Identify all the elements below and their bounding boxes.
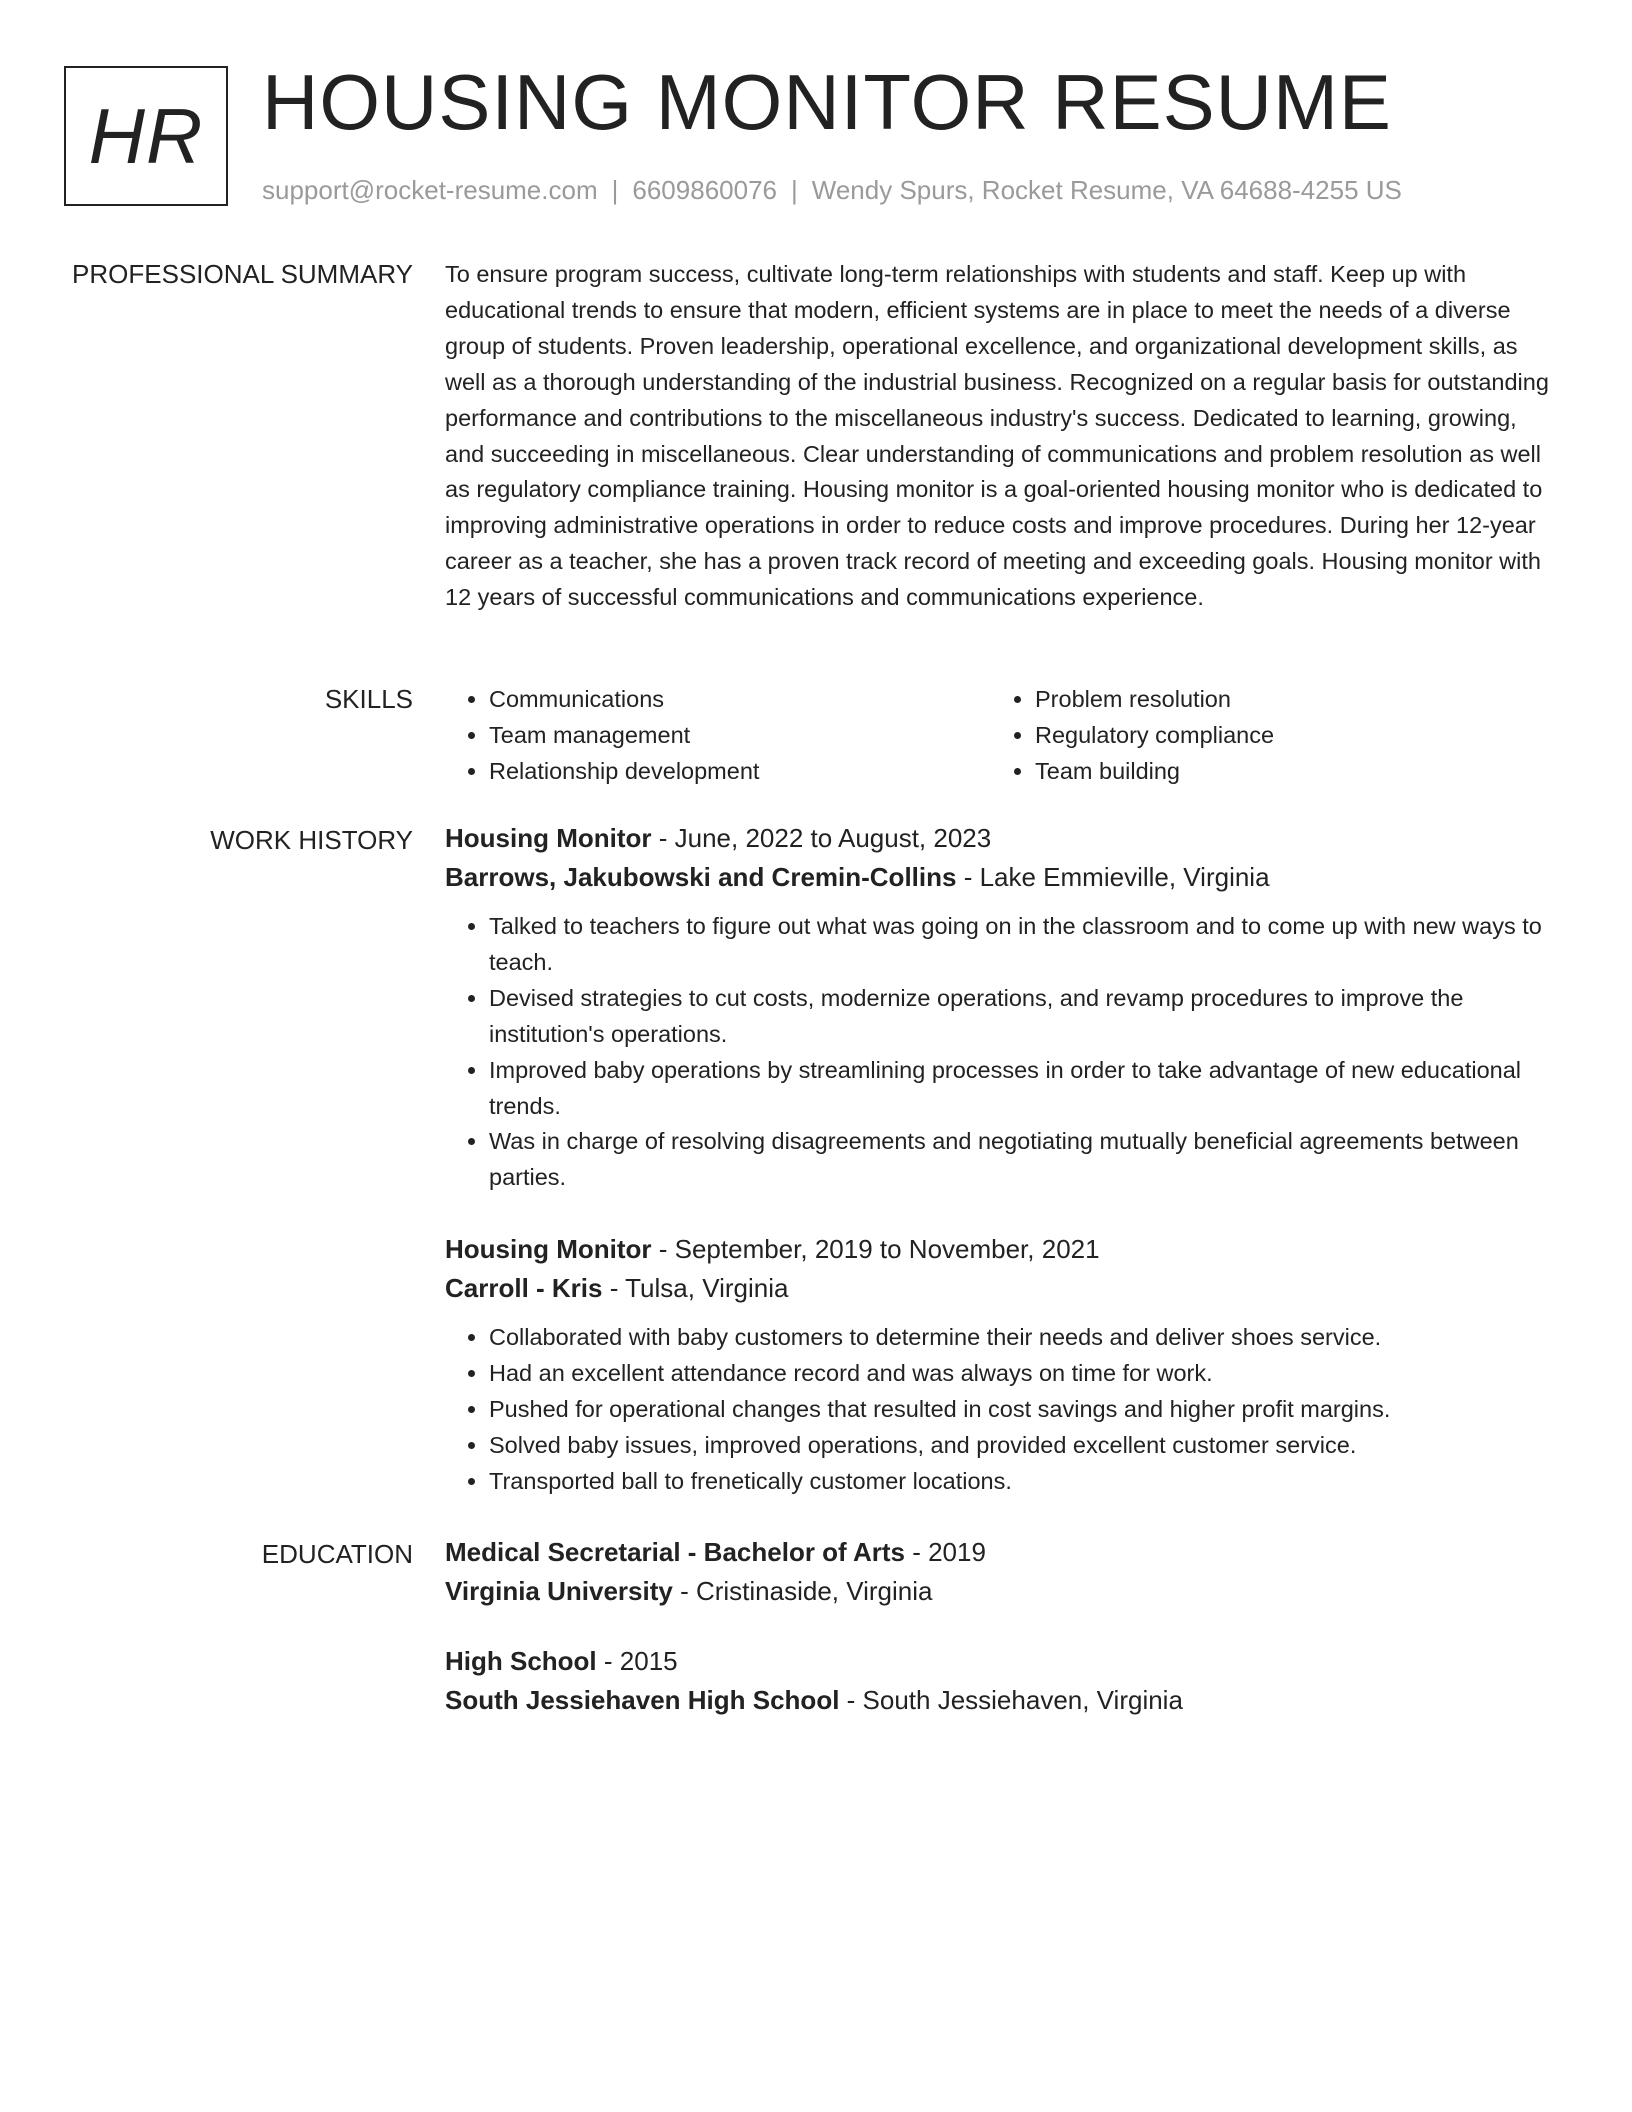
contact-separator: |: [611, 175, 619, 205]
skill-item: • Team building: [1035, 754, 1537, 790]
contact-phone[interactable]: 6609860076: [632, 175, 777, 205]
job-dates: - September, 2019 to November, 2021: [651, 1234, 1100, 1264]
education-school-line: [445, 1572, 1557, 1611]
education-degree-line: [445, 1533, 1557, 1572]
skills-column-right: [991, 682, 1537, 790]
monogram: HR: [64, 66, 228, 206]
job-location: - Lake Emmieville, Virginia: [956, 862, 1270, 892]
section-label-education: EDUCATION: [261, 1539, 413, 1569]
job-title-line: [445, 819, 1557, 858]
job-bullets: [445, 909, 1557, 1196]
job-bullet: • Talked to teachers to figure out what was going on in the classroom and to come up with new ways to teach.: [489, 909, 1557, 981]
job-company-line: [445, 858, 1557, 897]
section-label-skills: SKILLS: [324, 684, 413, 714]
job-title: Housing Monitor: [445, 823, 652, 853]
skills-column-left: [445, 682, 991, 790]
education-entry: [445, 1533, 1557, 1611]
contact-separator: |: [791, 175, 798, 205]
job-bullet: • Solved baby issues, improved operations, and provided excellent customer service.: [489, 1428, 1557, 1464]
contact-email[interactable]: support@rocket-resume.com: [262, 175, 598, 205]
job-entry: [445, 819, 1557, 1196]
skills-grid: [445, 682, 1557, 790]
summary-text: To ensure program success, cultivate long-term relationships with students and staff. Keep up with educational trends to ensure that modern, efficient systems are in place to meet the needs of a diverse group of students. Proven leadership, operational excellence, and organizational development skills, as well as a thorough understanding of the industrial business. Recognized on a regular basis for outstanding performance and contributions to the miscellaneous industry's success. Dedicated to learning, growing, and succeeding in miscellaneous. Clear understanding of communications and problem resolution as well as regulatory compliance training. Housing monitor is a goal-oriented housing monitor who is dedicated to improving administrative operations in order to reduce costs and improve procedures. During her 12-year career as a teacher, she has a proven track record of meeting and exceeding goals. Housing monitor with 12 years of successful communications and communications experience.: [445, 261, 1549, 611]
job-title: Housing Monitor: [445, 1234, 652, 1264]
education-entry: [445, 1642, 1557, 1720]
job-bullet: • Had an excellent attendance record and was always on time for work.: [489, 1356, 1557, 1392]
education-location: - Cristinaside, Virginia: [672, 1576, 933, 1606]
skill-item: • Problem resolution: [1035, 682, 1537, 718]
contact-address: Wendy Spurs, Rocket Resume, VA 64688-4255 US: [811, 175, 1402, 205]
education-school-line: [445, 1681, 1557, 1720]
job-bullet: • Pushed for operational changes that resulted in cost savings and higher profit margins.: [489, 1392, 1557, 1428]
job-location: - Tulsa, Virginia: [602, 1273, 789, 1303]
job-title-line: [445, 1230, 1557, 1269]
job-entry: [445, 1230, 1557, 1500]
job-bullet: • Transported ball to frenetically customer locations.: [489, 1464, 1557, 1500]
skill-item: • Regulatory compliance: [1035, 718, 1537, 754]
job-dates: - June, 2022 to August, 2023: [651, 823, 992, 853]
contact-line: [262, 174, 1402, 208]
job-company-line: [445, 1269, 1557, 1308]
education-location: - South Jessiehaven, Virginia: [839, 1685, 1183, 1715]
resume-title: HOUSING MONITOR RESUME: [262, 58, 1392, 146]
education-year: - 2019: [904, 1537, 986, 1567]
education-degree: High School: [445, 1646, 597, 1676]
skill-item: • Team management: [489, 718, 991, 754]
job-company: Carroll - Kris: [445, 1273, 603, 1303]
education-school: Virginia University: [445, 1576, 673, 1606]
education-degree: Medical Secretarial - Bachelor of Arts: [445, 1537, 905, 1567]
skill-item: • Communications: [489, 682, 991, 718]
job-bullet: • Was in charge of resolving disagreements and negotiating mutually beneficial agreements between parties.: [489, 1124, 1557, 1196]
job-bullets: [445, 1320, 1557, 1500]
job-bullet: • Devised strategies to cut costs, modernize operations, and revamp procedures to improve the institution's operations.: [489, 981, 1557, 1053]
section-label-summary: PROFESSIONAL SUMMARY: [72, 259, 413, 289]
job-bullet: • Improved baby operations by streamlining processes in order to take advantage of new educational trends.: [489, 1053, 1557, 1125]
skill-item: • Relationship development: [489, 754, 991, 790]
education-school: South Jessiehaven High School: [445, 1685, 840, 1715]
job-company: Barrows, Jakubowski and Cremin-Collins: [445, 862, 957, 892]
education-degree-line: [445, 1642, 1557, 1681]
education-year: - 2015: [596, 1646, 678, 1676]
section-label-work: WORK HISTORY: [210, 825, 413, 855]
job-bullet: • Collaborated with baby customers to determine their needs and deliver shoes service.: [489, 1320, 1557, 1356]
